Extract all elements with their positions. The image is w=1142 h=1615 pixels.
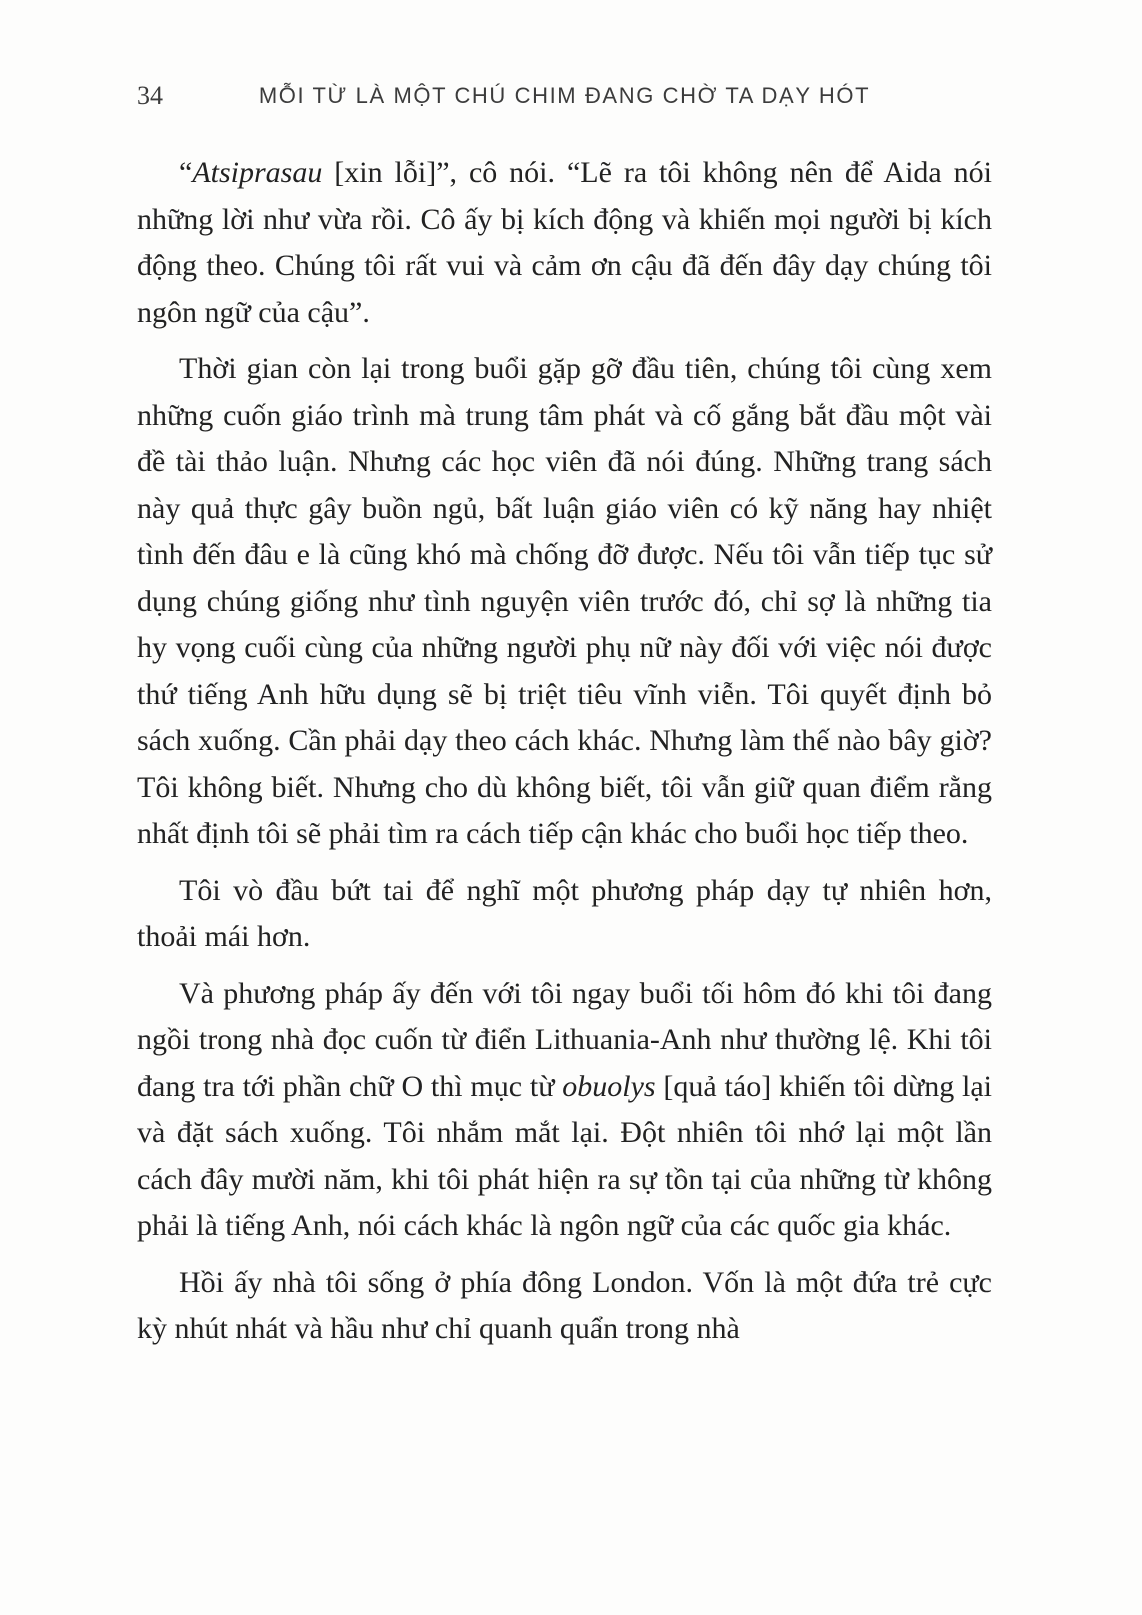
text-segment: Hồi ấy nhà tôi sống ở phía đông London. Vốn là một đứa trẻ cực kỳ nhút nhát và hầu như chỉ quanh quẩn trong nhà [137,1265,992,1345]
page-header [137,82,992,112]
text-segment: Thời gian còn lại trong buổi gặp gỡ đầu tiên, chúng tôi cùng xem những cuốn giáo trình mà trung tâm phát và cố gắng bắt đầu một vài đề tài thảo luận. Nhưng các học viên đã nói đúng. Những trang sách này quả thực gây buồn ngủ, bất luận giáo viên có kỹ năng hay nhiệt tình đến đâu e là cũng khó mà chống đỡ được. Nếu tôi vẫn tiếp tục sử dụng chúng giống như tình nguyện viên trước đó, chỉ sợ là những tia hy vọng cuối cùng của những người phụ nữ này đối với việc nói được thứ tiếng Anh hữu dụng sẽ bị triệt tiêu vĩnh viễn. Tôi quyết định bỏ sách xuống. Cần phải dạy theo cách khác. Nhưng làm thế nào bây giờ? Tôi không biết. Nhưng cho dù không biết, tôi vẫn giữ quan điểm rằng nhất định tôi sẽ phải tìm ra cách tiếp cận khác cho buổi học tiếp theo. [137,352,992,850]
italic-text-segment: obuolys [562,1069,656,1103]
text-segment: Tôi vò đầu bứt tai để nghĩ một phương pháp dạy tự nhiên hơn, thoải mái hơn. [137,873,992,953]
paragraph [137,971,992,1250]
text-segment: [quả táo] khiến tôi dừng lại và đặt sách xuống. Tôi nhắm mắt lại. Đột nhiên tôi nhớ lại một lần cách đây mười năm, khi tôi phát hiện ra sự tồn tại của những từ không phải là tiếng Anh, nói cách khác là ngôn ngữ của các quốc gia khác. [137,1069,992,1242]
page-body [137,150,992,1363]
paragraph [137,346,992,858]
text-segment: [xin lỗi]”, cô nói. “Lẽ ra tôi không nên để Aida nói những lời như vừa rồi. Cô ấy bị kích động và khiến mọi người bị kích động theo. Chúng tôi rất vui và cảm ơn cậu đã đến đây dạy chúng tôi ngôn ngữ của cậu”. [137,156,992,329]
paragraph [137,868,992,961]
paragraph [137,1260,992,1353]
text-segment: Và phương pháp ấy đến với tôi ngay buổi tối hôm đó khi tôi đang ngồi trong nhà đọc cuốn từ điển Lithuania-Anh như thường lệ. Khi tôi đang tra tới phần chữ O thì mục từ [137,976,992,1103]
text-segment: “ [179,156,193,189]
paragraph [137,150,992,336]
italic-text-segment: Atsiprasau [192,156,323,189]
running-title: MỖI TỪ LÀ MỘT CHÚ CHIM ĐANG CHỜ TA DẠY HÓT [258,83,871,108]
page-number: 34 [137,81,163,110]
